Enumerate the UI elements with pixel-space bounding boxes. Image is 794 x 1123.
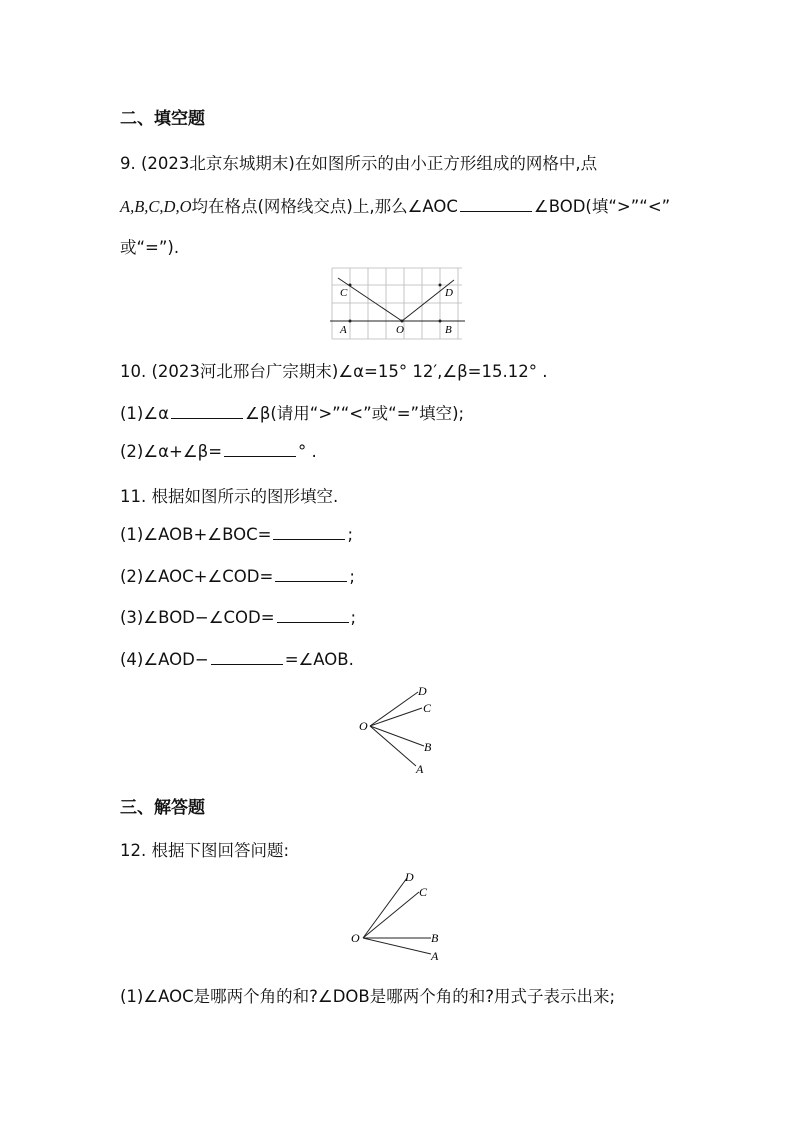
q11-p4-post: =∠AOB. xyxy=(284,650,354,669)
q11-p2-pre: (2)∠AOC+∠COD= xyxy=(120,567,274,586)
label-b: B xyxy=(424,740,432,754)
q10-p2-pre: (2)∠α+∠β= xyxy=(120,442,223,461)
q11-part3 xyxy=(120,608,356,627)
q10-p2-post: ° . xyxy=(298,442,317,461)
section-heading-fill: 二、填空题 xyxy=(120,109,205,129)
label-d: D xyxy=(405,870,414,884)
q10-p1-post: ∠β(请用“>”“<”或“=”填空); xyxy=(245,404,465,423)
q11-p1-blank[interactable] xyxy=(273,525,345,540)
label-c: C xyxy=(340,287,348,299)
label-a: A xyxy=(416,762,424,776)
label-a: A xyxy=(340,324,347,336)
q9-line2-mid: 均在格点(网格线交点)上,那么∠AOC xyxy=(191,197,458,216)
point-b xyxy=(439,320,442,323)
q9-grid-figure xyxy=(330,266,465,342)
q11-p1-post: ; xyxy=(347,525,354,544)
q11-rays-figure xyxy=(356,682,446,778)
label-c: C xyxy=(419,885,428,899)
q11-p3-pre: (3)∠BOD−∠COD= xyxy=(120,608,275,627)
q9-line2 xyxy=(120,193,670,217)
label-c: C xyxy=(423,701,432,715)
label-b: B xyxy=(431,931,439,945)
q11-p1-pre: (1)∠AOB+∠BOC= xyxy=(120,525,272,544)
q11-part1 xyxy=(120,525,353,544)
ray-oc xyxy=(338,278,402,321)
q10-p1-blank[interactable] xyxy=(171,404,243,419)
point-c xyxy=(349,284,352,287)
q11-part4 xyxy=(120,650,354,669)
ray-od xyxy=(370,692,418,726)
label-o: O xyxy=(396,324,404,336)
q11-p4-blank[interactable] xyxy=(211,650,283,665)
q12-rays-figure xyxy=(347,868,447,964)
q11-p2-post: ; xyxy=(349,567,355,586)
section-heading-answer: 三、解答题 xyxy=(120,798,205,818)
q11-p3-post: ; xyxy=(350,608,357,627)
q10-line1: 10. (2023河北邢台广宗期末)∠α=15° 12′,∠β=15.12° . xyxy=(120,362,548,381)
ray-ob xyxy=(370,726,424,746)
label-a: A xyxy=(431,949,439,963)
ray-oa xyxy=(363,938,431,954)
q11-part2 xyxy=(120,567,355,586)
q9-points: A,B,C,D,O xyxy=(120,197,192,216)
q9-line1: 9. (2023北京东城期末)在如图所示的由小正方形组成的网格中,点 xyxy=(120,154,598,173)
point-a xyxy=(349,320,352,323)
label-o: O xyxy=(359,719,368,733)
q12-line1: 12. 根据下图回答问题: xyxy=(120,841,290,860)
ray-oc xyxy=(363,892,419,938)
q11-p4-pre: (4)∠AOD− xyxy=(120,650,209,669)
q10-p1-pre: (1)∠α xyxy=(120,404,170,423)
ray-oa xyxy=(370,726,416,766)
point-d xyxy=(439,284,442,287)
q10-p2-blank[interactable] xyxy=(224,442,296,457)
ray-oc xyxy=(370,708,422,726)
ray-od xyxy=(363,878,407,938)
q10-part1 xyxy=(120,400,464,424)
label-d: D xyxy=(418,684,427,698)
label-b: B xyxy=(445,324,452,336)
q9-answer-blank[interactable] xyxy=(460,197,532,212)
q11-p2-blank[interactable] xyxy=(275,567,347,582)
label-d: D xyxy=(445,287,453,299)
q12-part1: (1)∠AOC是哪两个角的和?∠DOB是哪两个角的和?用式子表示出来; xyxy=(120,987,616,1006)
point-o xyxy=(401,320,404,323)
q9-line2-post: ∠BOD(填“>”“<” xyxy=(533,197,671,216)
q11-line1: 11. 根据如图所示的图形填空. xyxy=(120,487,339,506)
label-o: O xyxy=(351,931,360,945)
q10-part2 xyxy=(120,442,317,461)
q11-p3-blank[interactable] xyxy=(277,608,349,623)
q9-line3: 或“=”). xyxy=(120,238,180,257)
